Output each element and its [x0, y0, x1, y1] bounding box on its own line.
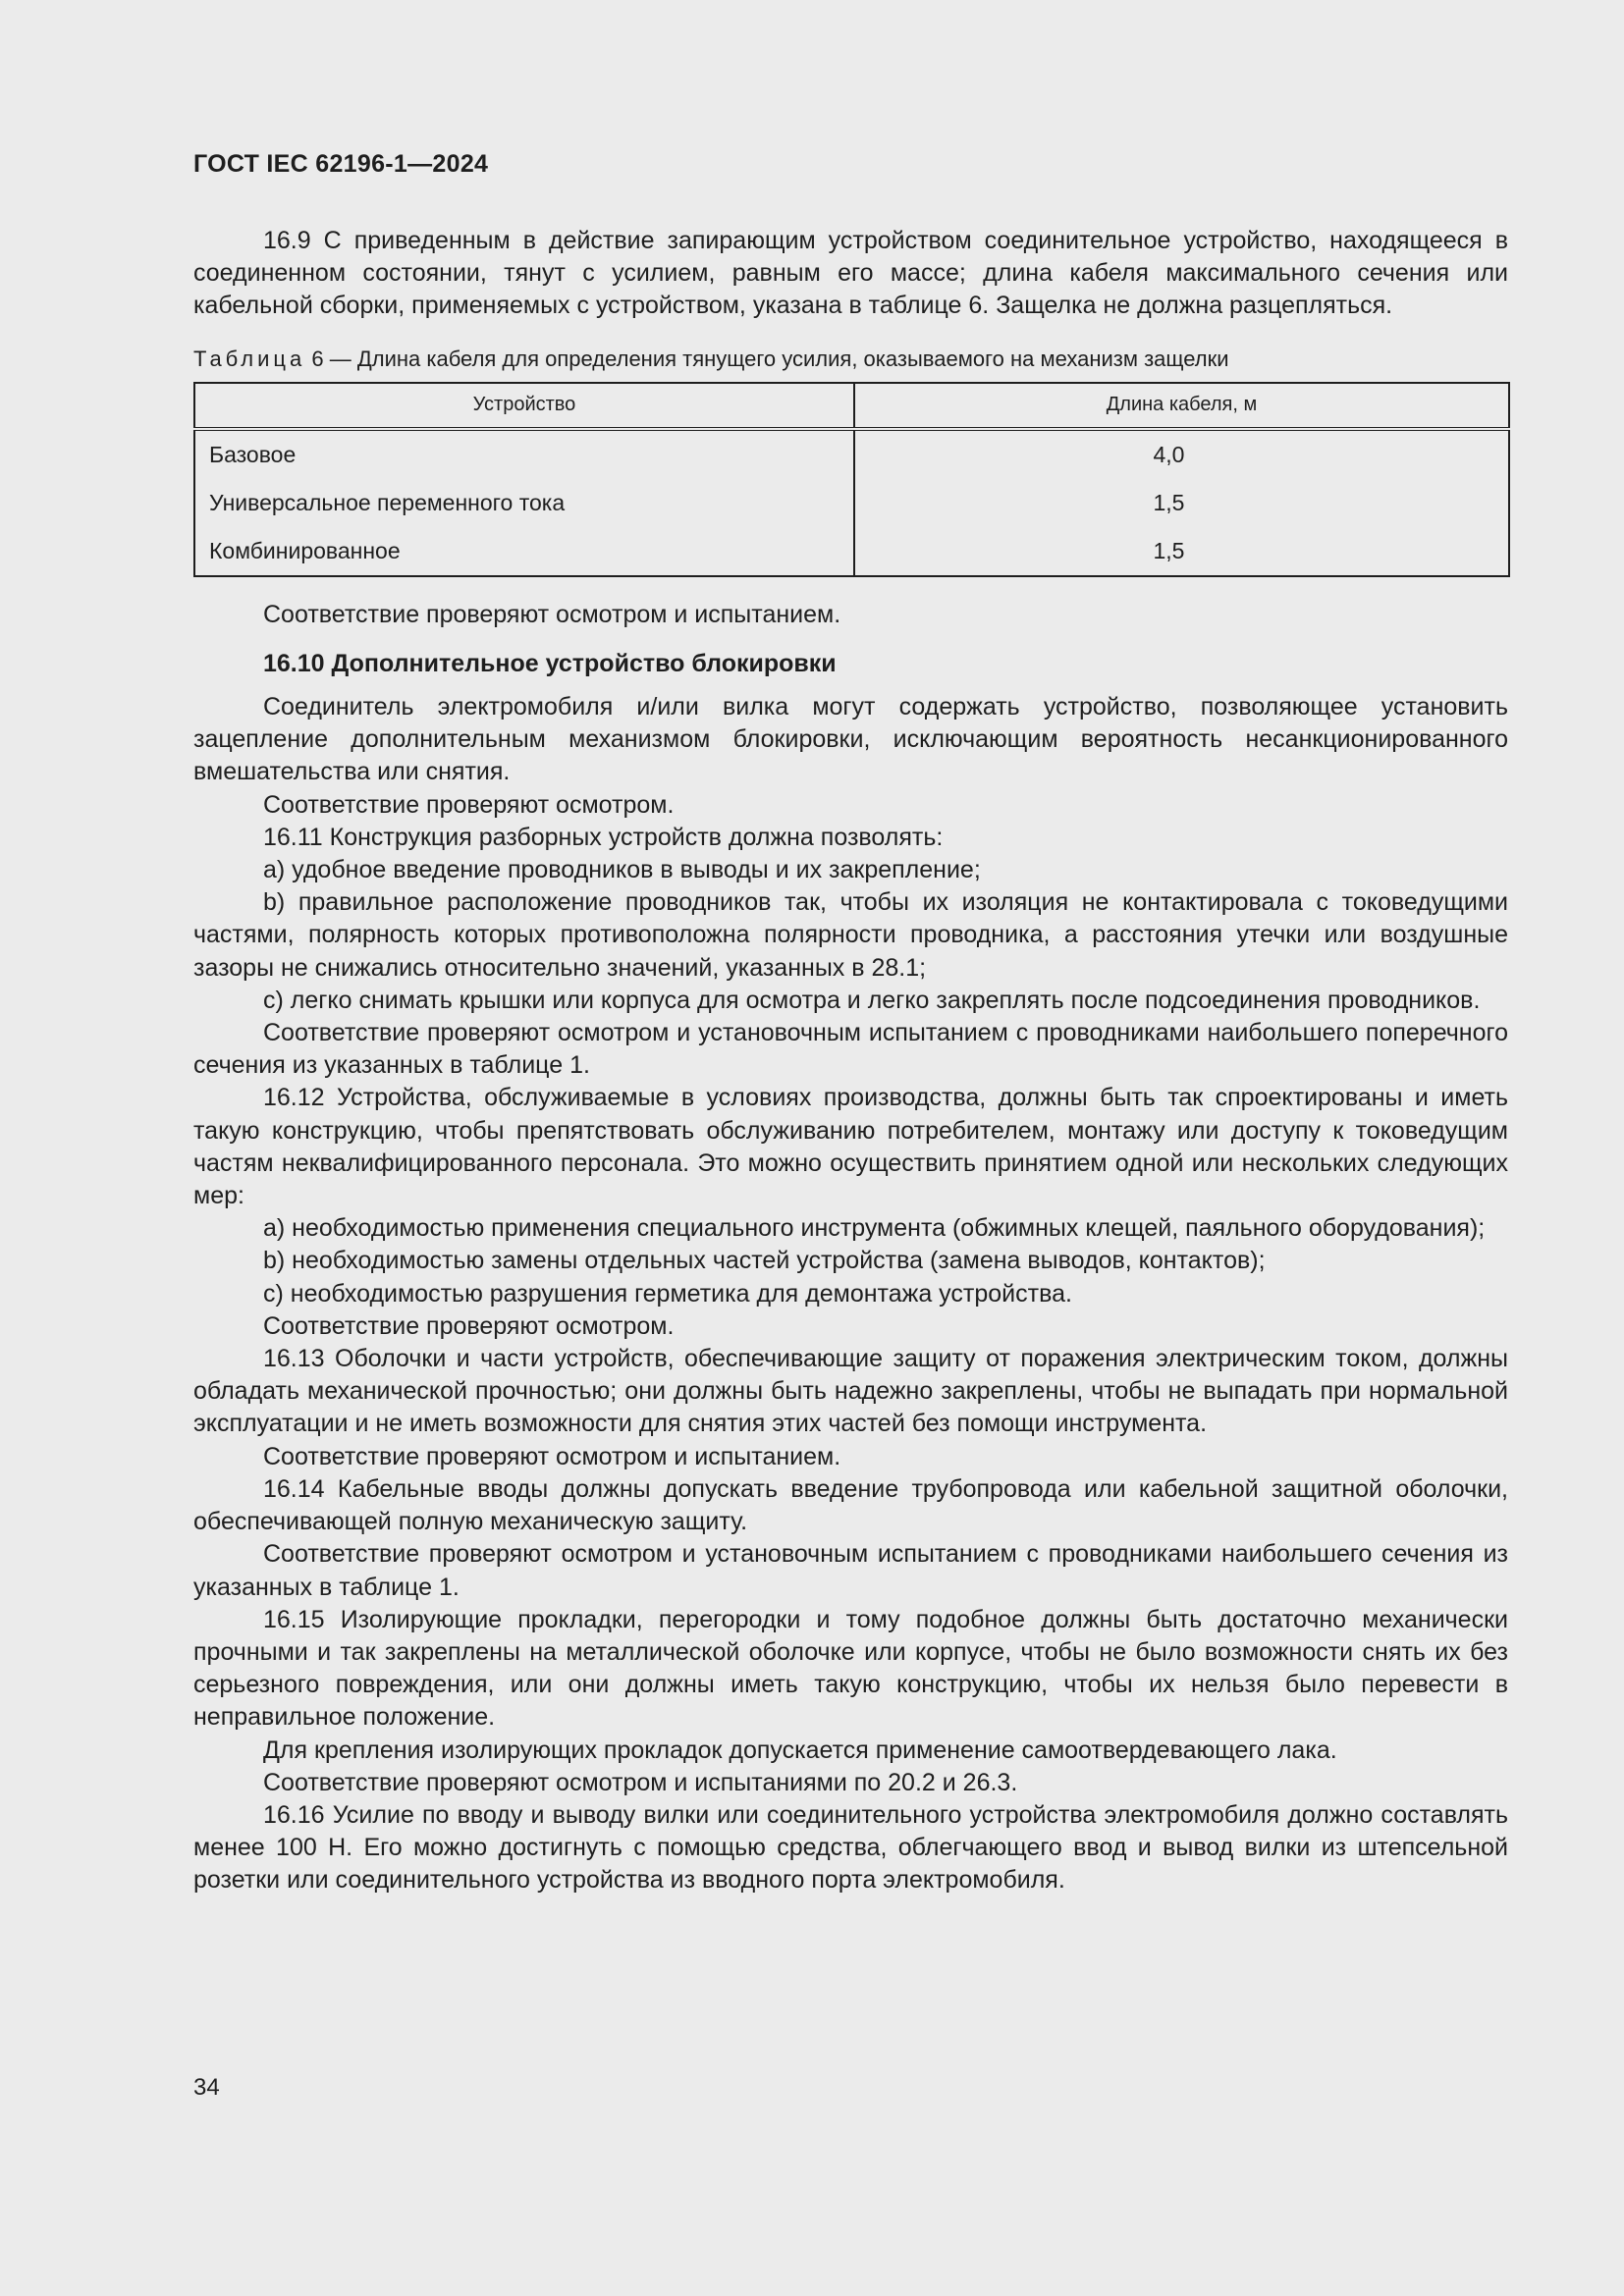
paragraph: 16.13 Оболочки и части устройств, обеспечивающие защиту от поражения электрическим током, должны обладать механической прочностью; они должны быть надежно закреплены, чтобы не выпадать при нормальной эксплуатации и не иметь возможности для снятия этих частей без помощи инструмента. [193, 1345, 1508, 1438]
paragraph: Соединитель электромобиля и/или вилка могут содержать устройство, позволяющее установить зацепление дополнительным механизмом блокировки, исключающим вероятность несанкционированного вмешательства или снятия. [193, 693, 1508, 786]
table-row [194, 429, 1509, 479]
list-item: a) необходимостью применения специального инструмента (обжимных клещей, паяльного оборудования); [263, 1214, 1486, 1243]
paragraph: 16.16 Усилие по вводу и выводу вилки или соединительного устройства электромобиля должно составлять менее 100 Н. Его можно достигнуть с помощью средства, облегчающего ввод и вывод вилки из штепсельной розетки или соединительного устройства из вводного порта электромобиля. [193, 1800, 1508, 1895]
paragraph: Соответствие проверяют осмотром и установочным испытанием с проводниками наибольшего поперечного сечения из указанных в таблице 1. [193, 1019, 1508, 1080]
table-cell-device: Комбинированное [194, 527, 854, 576]
table-cell-length: 1,5 [854, 479, 1509, 527]
section-heading-16-10: 16.10 Дополнительное устройство блокировки [263, 649, 837, 677]
page-number: 34 [193, 2074, 220, 2101]
table-caption [193, 345, 1508, 374]
table-caption-text: 6 — Длина кабеля для определения тянущего усилия, оказываемого на механизм защелки [305, 346, 1229, 371]
paragraph: Соответствие проверяют осмотром. [263, 790, 675, 819]
list-item: b) необходимостью замены отдельных частей устройства (замена выводов, контактов); [263, 1247, 1266, 1275]
paragraph: 16.14 Кабельные вводы должны допускать введение трубопровода или кабельной защитной оболочки, обеспечивающей полную механическую защиту. [193, 1474, 1508, 1536]
table-row [194, 479, 1509, 527]
paragraph: Соответствие проверяют осмотром и испытаниями по 20.2 и 26.3. [263, 1768, 1018, 1796]
table-caption-prefix: Таблица [193, 346, 306, 371]
paragraph: Соответствие проверяют осмотром и установочным испытанием с проводниками наибольшего сечения из указанных в таблице 1. [193, 1540, 1508, 1601]
table-row [194, 527, 1509, 576]
table-cell-device: Универсальное переменного тока [194, 479, 854, 527]
table-cell-device: Базовое [194, 429, 854, 479]
list-item: c) легко снимать крышки или корпуса для осмотра и легко закреплять после подсоединения проводников. [263, 986, 1481, 1014]
list-item: b) правильное расположение проводников так, чтобы их изоляция не контактировала с токоведущими частями, полярность которых противоположна полярности проводника, а расстояния утечки или воздушные зазоры не снижались относительно значений, указанных в 28.1; [193, 888, 1508, 982]
table-header-row [194, 383, 1509, 429]
paragraph: 16.11 Конструкция разборных устройств должна позволять: [263, 823, 944, 851]
paragraph: Соответствие проверяют осмотром. [263, 1311, 675, 1340]
paragraph-16-9: 16.9 С приведенным в действие запирающим устройством соединительное устройство, находящееся в соединенном состоянии, тянут с усилием, равным его массе; длина кабеля максимального сечения или кабельной сборки, применяемых с устройством, указана в таблице 6. Защелка не должна разцепляться. [193, 227, 1508, 320]
table-header-cable-length: Длина кабеля, м [854, 383, 1509, 429]
paragraph: Соответствие проверяют осмотром и испытанием. [263, 1442, 841, 1470]
list-item: c) необходимостью разрушения герметика для демонтажа устройства. [263, 1279, 1072, 1308]
list-item: a) удобное введение проводников в выводы и их закрепление; [263, 856, 981, 884]
table-header-device: Устройство [194, 383, 854, 429]
table-cell-length: 4,0 [854, 429, 1509, 479]
paragraph: Для крепления изолирующих прокладок допускается применение самоотвердевающего лака. [263, 1735, 1337, 1764]
cable-length-table [193, 382, 1510, 577]
paragraph: 16.15 Изолирующие прокладки, перегородки и тому подобное должны быть достаточно механически прочными и так закреплены на металлической оболочке или корпусе, чтобы не было возможности снять их без серьезного повреждения, или они должны иметь такую конструкцию, чтобы их нельзя было перевести в неправильное положение. [193, 1605, 1508, 1732]
document-header-title: ГОСТ IEC 62196-1—2024 [193, 150, 489, 178]
paragraph: 16.12 Устройства, обслуживаемые в условиях производства, должны быть так спроектированы и иметь такую конструкцию, чтобы препятствовать обслуживанию потребителем, монтажу или доступу к токоведущим частям неквалифицированного персонала. Это можно осуществить принятием одной или нескольких следующих мер: [193, 1084, 1508, 1210]
table-cell-length: 1,5 [854, 527, 1509, 576]
document-body [193, 225, 1508, 1897]
compliance-note: Соответствие проверяют осмотром и испытанием. [263, 600, 841, 628]
